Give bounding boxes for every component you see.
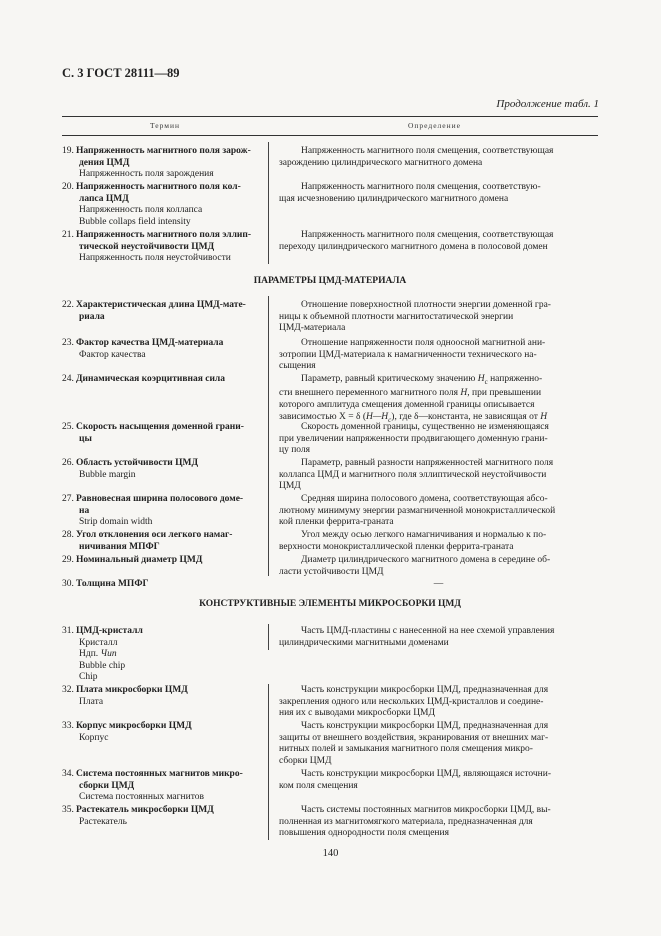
definition-line: Средняя ширина полосового домена, соответствующая абсо-	[301, 494, 548, 504]
term-cell	[62, 721, 266, 744]
section-heading: КОНСТРУКТИВНЫЕ ЭЛЕМЕНТЫ МИКРОСБОРКИ ЦМД	[199, 599, 461, 609]
term-title: Плата микросборки ЦМД	[76, 685, 188, 695]
term-number: 34.	[62, 769, 74, 779]
term-title: Область устойчивости ЦМД	[76, 458, 198, 468]
definition-line: Напряженность магнитного поля смещения, соответствую-	[301, 182, 541, 192]
definition-line: закрепления одного или нескольких ЦМД-кристаллов и соедине-	[279, 696, 544, 707]
definition-line: Часть системы постоянных магнитов микросборки ЦМД, вы-	[301, 805, 551, 815]
column-divider	[268, 142, 269, 264]
definition-cell	[279, 182, 598, 205]
definition-cell	[279, 579, 598, 591]
term-title: дения ЦМД	[79, 157, 130, 168]
term-number: 31.	[62, 626, 74, 636]
term-cell	[62, 146, 266, 181]
term-number: 24.	[62, 374, 74, 384]
definition-line: —	[433, 579, 444, 589]
definition-line: переходу цилиндрического магнитного домена в полосовой домен	[279, 241, 548, 252]
term-number: 23.	[62, 338, 74, 348]
definition-cell	[279, 626, 598, 649]
term-number: 28.	[62, 530, 74, 540]
definition-cell	[279, 530, 598, 553]
definition-line: полненная из магнитомягкого материала, предназначенная для	[279, 816, 533, 827]
term-synonym: Кристалл	[79, 637, 118, 648]
term-cell	[62, 422, 266, 445]
term-synonym: Bubble chip	[79, 660, 126, 671]
term-title: тической неустойчивости ЦМД	[79, 241, 215, 252]
definition-line: нитных полей и замыкания магнитного поля смещения микро-	[279, 744, 533, 755]
definition-cell	[279, 685, 598, 720]
definition-line: Часть конструкции микросборки ЦМД, предназначенная для	[301, 721, 549, 731]
definition-line: Часть ЦМД-пластины с нанесенной на нее схемой управления	[301, 626, 555, 636]
definition-line: щая исчезновению цилиндрического магнитного домена	[279, 193, 509, 204]
definition-line: сыщения	[279, 361, 316, 372]
definition-cell	[279, 458, 598, 493]
definition-cell	[279, 230, 598, 253]
definition-line: зарождению цилиндрического магнитного домена	[279, 157, 483, 168]
term-cell	[62, 338, 266, 361]
term-number: 32.	[62, 685, 74, 695]
column-header-definition: Определение	[408, 121, 461, 130]
document-reference: С. 3 ГОСТ 28111—89	[62, 66, 180, 80]
term-title: ничивания МПФГ	[79, 541, 160, 552]
definition-line: Напряженность магнитного поля смещения, соответствующая	[301, 230, 554, 240]
term-cell	[62, 530, 266, 553]
table-header-rule	[62, 135, 598, 136]
term-synonym: Корпус	[79, 732, 109, 743]
definition-cell	[279, 769, 598, 792]
term-synonym: Bubble collaps field intensity	[79, 216, 191, 227]
definition-line: повышения однородности поля смещения	[279, 828, 449, 839]
definition-line: Отношение напряженности поля одноосной магнитной ани-	[301, 338, 546, 348]
page-number: 140	[322, 848, 339, 859]
term-number: 25.	[62, 422, 74, 432]
term-title: ЦМД-кристалл	[76, 626, 143, 636]
term-number: 19.	[62, 146, 74, 156]
column-divider	[268, 296, 269, 420]
definition-line: зависимостью X = δ $(H—H_c)$, где δ—константа, не зависящая от H	[279, 411, 548, 424]
definition-line: Часть конструкции микросборки ЦМД, предназначенная для	[301, 685, 549, 695]
definition-line: Параметр, равный критическому значению $H_c$ напряженно-	[301, 374, 543, 386]
term-title: на	[79, 505, 90, 516]
term-title: Толщина МПФГ	[76, 579, 149, 589]
term-synonym: Растекатель	[79, 816, 127, 827]
definition-line: Угол между осью легкого намагничивания и нормалью к по-	[301, 530, 547, 540]
term-cell	[62, 458, 266, 481]
term-title: Номинальный диаметр ЦМД	[76, 555, 203, 565]
term-synonym: Chip	[79, 672, 98, 683]
definition-cell	[279, 338, 598, 373]
term-title: Напряженность магнитного поля кол-	[76, 182, 241, 192]
term-cell	[62, 579, 266, 591]
definition-line: ния их с выводами микросборки ЦМД	[279, 708, 435, 719]
term-synonym: Напряженность поля зарождения	[79, 169, 214, 180]
definition-line: ЦМД-материала	[279, 323, 346, 334]
term-cell	[62, 805, 266, 828]
column-divider	[268, 492, 269, 576]
term-cell	[62, 494, 266, 529]
term-number: 20.	[62, 182, 74, 192]
definition-line: цилиндрическими магнитными доменами	[279, 637, 449, 648]
term-title: Напряженность магнитного поля эллип-	[76, 230, 252, 240]
term-title: Корпус микросборки ЦМД	[76, 721, 192, 731]
term-cell	[62, 374, 266, 386]
definition-cell	[279, 555, 598, 578]
definition-line: Часть конструкции микросборки ЦМД, являющаяся источни-	[301, 769, 552, 779]
term-number: 33.	[62, 721, 74, 731]
definition-line: сти внешнего переменного магнитного поля H, при превышении	[279, 388, 542, 399]
term-title: Фактор качества ЦМД-материала	[76, 338, 224, 348]
column-divider	[268, 624, 269, 650]
definition-cell	[279, 422, 598, 457]
term-cell	[62, 626, 266, 684]
term-cell	[62, 685, 266, 708]
term-synonym: Напряженность поля неустойчивости	[79, 253, 231, 264]
term-number: 30.	[62, 579, 74, 589]
term-title: Характеристическая длина ЦМД-мате-	[76, 300, 246, 310]
section-heading: ПАРАМЕТРЫ ЦМД-МАТЕРИАЛА	[253, 276, 407, 286]
term-synonym: Фактор качества	[79, 349, 146, 360]
term-number: 22.	[62, 300, 74, 310]
column-divider	[268, 684, 269, 840]
term-title: цы	[79, 433, 92, 444]
definition-line: Диаметр цилиндрического магнитного домена в середине об-	[301, 555, 551, 565]
definition-line: Отношение поверхностной плотности энергии доменной гра-	[301, 300, 551, 310]
term-synonym: Ндп. Чип	[79, 649, 117, 660]
term-number: 35.	[62, 805, 74, 815]
definition-line: защиты от внешнего воздействия, экранирования от внешних маг-	[279, 732, 549, 743]
column-header-term: Термин	[150, 121, 181, 130]
definition-line: которого амплитуда смещения доменной границы описывается	[279, 400, 535, 411]
definition-line: Скорость доменной границы, существенно не изменяющаяся	[301, 422, 549, 432]
definition-line: ком поля смещения	[279, 780, 358, 791]
term-title: Система постоянных магнитов микро-	[76, 769, 243, 779]
term-title: Напряженность магнитного поля зарож-	[76, 146, 251, 156]
term-number: 27.	[62, 494, 74, 504]
definition-cell	[279, 146, 598, 169]
definition-line: коллапса ЦМД и магнитного поля эллиптической неустойчивости	[279, 469, 547, 480]
definition-line: сборки ЦМД	[279, 755, 332, 766]
term-synonym: Bubble margin	[79, 469, 136, 480]
definition-line: цу поля	[279, 445, 311, 456]
term-synonym: Система постоянных магнитов	[79, 792, 204, 803]
term-title: риала	[79, 311, 105, 322]
term-cell	[62, 769, 266, 804]
term-cell	[62, 182, 266, 228]
definition-line: верхности монокристаллической пленки феррита-граната	[279, 541, 514, 552]
term-title: Растекатель микросборки ЦМД	[76, 805, 214, 815]
term-cell	[62, 230, 266, 265]
table-continuation-note: Продолжение табл. 1	[496, 98, 599, 110]
column-divider	[268, 420, 269, 492]
definition-cell	[279, 300, 598, 335]
definition-line: ласти устойчивости ЦМД	[279, 566, 384, 577]
term-title: сборки ЦМД	[79, 780, 135, 791]
term-number: 21.	[62, 230, 74, 240]
definition-cell	[279, 374, 598, 426]
term-synonym: Напряженность поля коллапса	[79, 205, 203, 216]
term-synonym: Плата	[79, 696, 104, 707]
definition-line: при увеличении напряженности продвигающего доменную грани-	[279, 433, 548, 444]
definition-line: Параметр, равный разности напряженностей магнитного поля	[301, 458, 554, 468]
term-title: Динамическая коэрцитивная сила	[76, 374, 226, 384]
definition-line: лютному минимуму энергии размагниченной монокристаллической	[279, 505, 556, 516]
definition-line: ЦМД	[279, 481, 301, 492]
definition-line: Напряженность магнитного поля смещения, соответствующая	[301, 146, 554, 156]
table-top-rule	[62, 116, 598, 117]
definition-cell	[279, 721, 598, 767]
definition-cell	[279, 805, 598, 840]
definition-line: кой пленки феррита-граната	[279, 517, 394, 528]
term-synonym: Strip domain width	[79, 517, 153, 528]
term-number: 26.	[62, 458, 74, 468]
term-cell	[62, 555, 266, 567]
term-title: Скорость насыщения доменной грани-	[76, 422, 244, 432]
definition-cell	[279, 494, 598, 529]
definition-line: зотропии ЦМД-материала к намагниченности технического на-	[279, 349, 537, 360]
term-title: Угол отклонения оси легкого намаг-	[76, 530, 233, 540]
term-cell	[62, 300, 266, 323]
term-title: лапса ЦМД	[79, 193, 129, 204]
term-number: 29.	[62, 555, 74, 565]
definition-line: ницы к объемной плотности магнитостатической энергии	[279, 311, 514, 322]
term-title: Равновесная ширина полосового доме-	[76, 494, 244, 504]
